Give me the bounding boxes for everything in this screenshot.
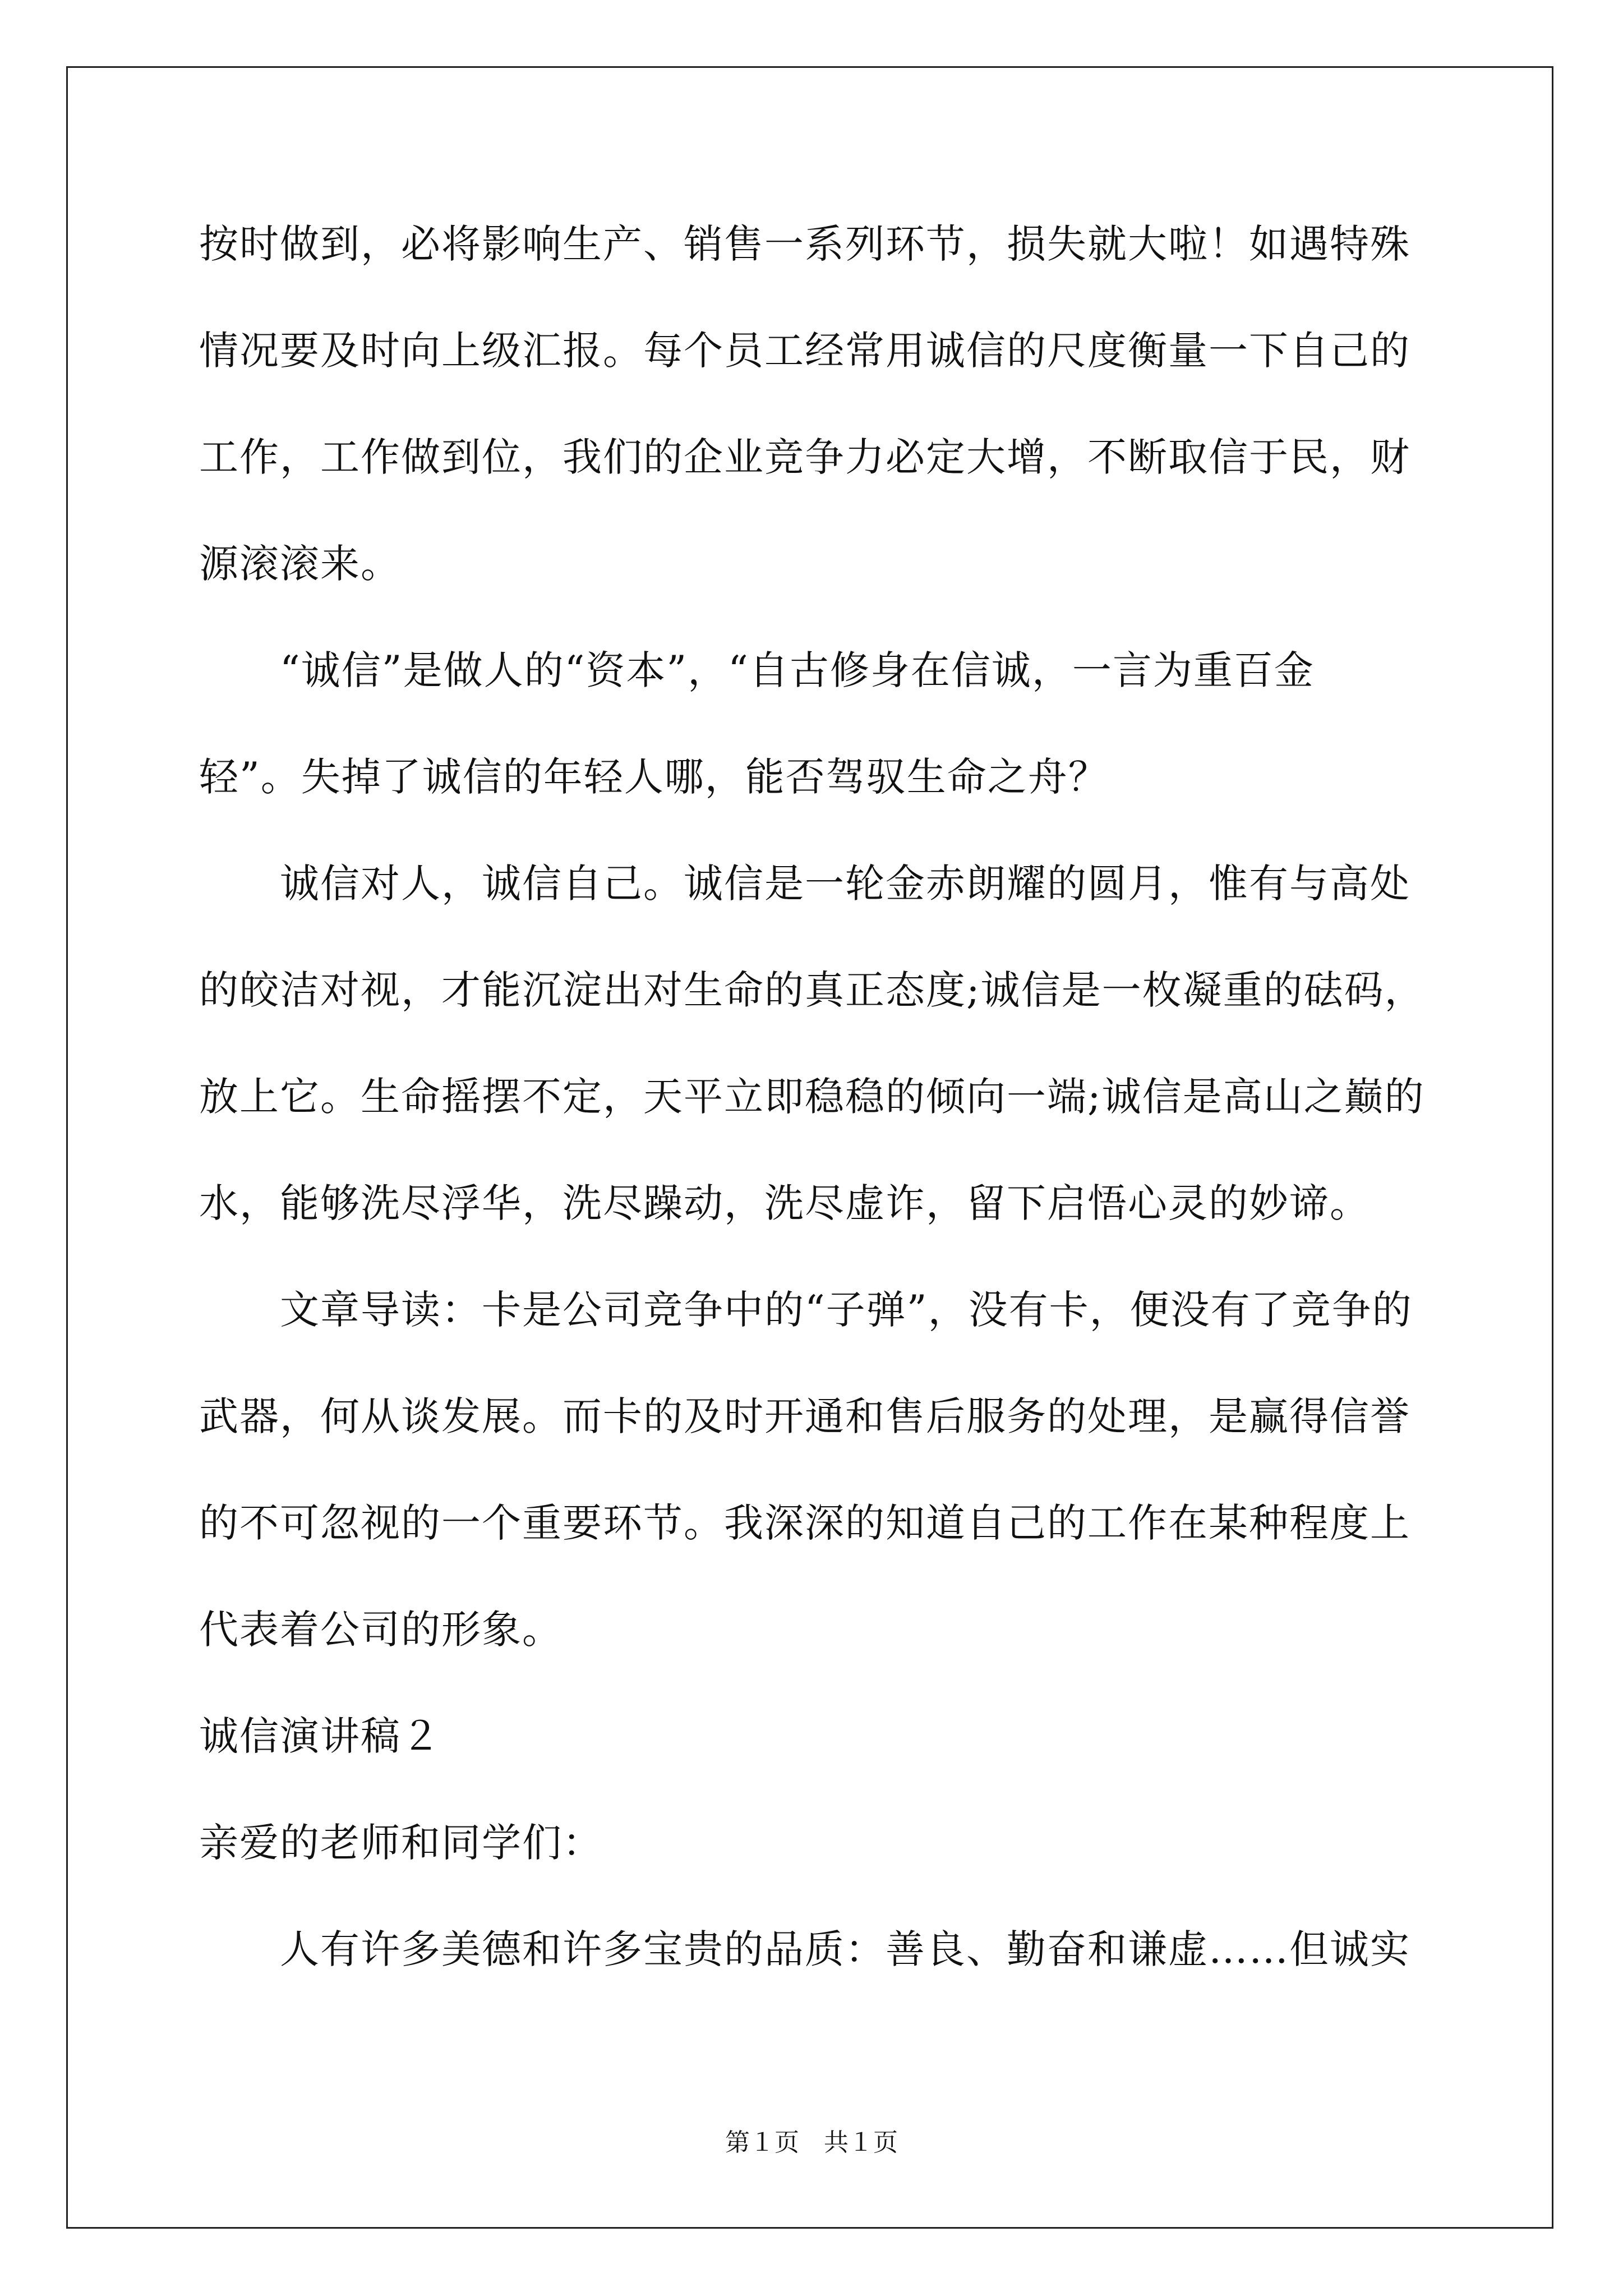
salutation: 亲爱的老师和同学们：	[199, 1820, 603, 1866]
section-title: 诚信演讲稿２	[199, 1713, 441, 1759]
text-line-11: 文章导读：卡是公司竞争中的“子弹”，没有卡，便没有了竞争的	[199, 1287, 1413, 1333]
page-border	[66, 66, 1553, 2229]
text-line-9: 放上它。生命摇摆不定，天平立即稳稳的倾向一端;诚信是高山之巅的	[199, 1074, 1425, 1120]
text-line-14: 代表着公司的形象。	[199, 1607, 562, 1653]
text-line-8: 的皎洁对视，才能沉淀出对生命的真正态度;诚信是一枚凝重的砝码，	[199, 967, 1425, 1013]
text-line-6: 轻”。失掉了诚信的年轻人哪，能否驾驭生命之舟？	[199, 754, 1109, 800]
text-line-7: 诚信对人，诚信自己。诚信是一轮金赤朗耀的圆月，惟有与高处	[199, 861, 1410, 907]
page-number-footer: 第１页 共１页	[725, 2129, 898, 2156]
text-line-17: 人有许多美德和许多宝贵的品质：善良、勤奋和谦虚……但诚实	[199, 1926, 1410, 1972]
text-line-5: “诚信”是做人的“资本”，“自古修身在信诚，一言为重百金	[199, 647, 1315, 693]
text-line-3: 工作，工作做到位，我们的企业竞争力必定大增，不断取信于民，财	[199, 434, 1410, 480]
text-line-10: 水，能够洗尽浮华，洗尽躁动，洗尽虚诈，留下启悟心灵的妙谛。	[199, 1180, 1370, 1226]
text-line-13: 的不可忽视的一个重要环节。我深深的知道自己的工作在某种程度上	[199, 1500, 1410, 1546]
text-line-2: 情况要及时向上级汇报。每个员工经常用诚信的尺度衡量一下自己的	[199, 328, 1410, 374]
text-line-4: 源滚滚来。	[199, 541, 401, 587]
text-line-1: 按时做到，必将影响生产、销售一系列环节，损失就大啦！如遇特殊	[199, 221, 1410, 267]
text-line-12: 武器，何从谈发展。而卡的及时开通和售后服务的处理，是赢得信誉	[199, 1393, 1410, 1439]
